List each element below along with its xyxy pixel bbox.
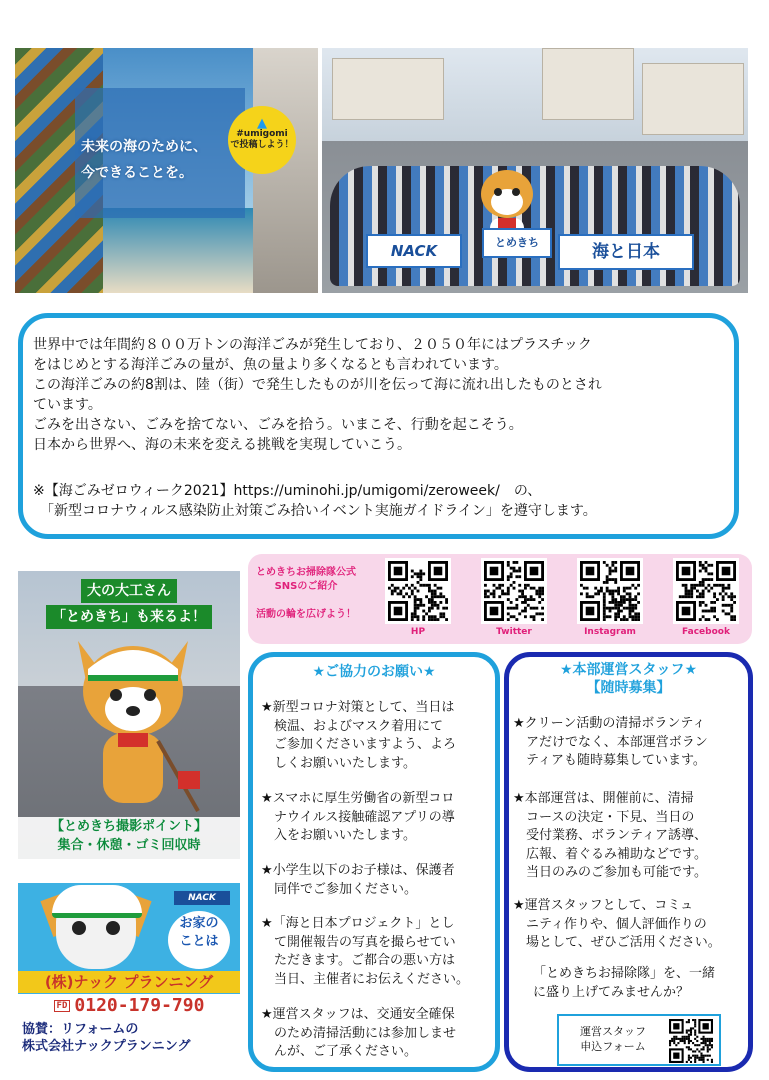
badge-hashtag: #umigomi — [236, 129, 288, 139]
house-image — [332, 58, 444, 120]
qr-code-icon[interactable] — [673, 558, 739, 624]
bubble-line-2: ことは — [179, 934, 219, 949]
request-text: ★スマホに厚生労働省の新型コロ — [261, 791, 455, 806]
request-text: しくお願いいたします。 — [261, 755, 416, 771]
sns-label: Instagram — [584, 627, 636, 637]
staff-closing-line: 「とめきちお掃除隊」を、一緒 — [533, 966, 716, 981]
mascot-heading-line-1: 大の大工さん — [81, 579, 177, 603]
cooperation-request-box — [248, 652, 500, 1072]
speech-bubble — [168, 911, 230, 969]
sponsor-advertisement — [18, 883, 240, 1018]
group-photo — [322, 48, 748, 293]
photo-spot-caption — [18, 817, 240, 859]
request-text: 検温、およびマスク着用にて — [261, 718, 444, 734]
sponsor-line-1: 協賛：リフォームの — [22, 1022, 139, 1037]
staff-text: コースの決定・下見、当日の — [513, 809, 695, 825]
nack-banner: NACK — [366, 234, 462, 268]
nack-logo: NACK — [174, 891, 230, 905]
staff-text: ★運営スタッフとして、コミュ — [513, 898, 694, 913]
house-image — [542, 48, 634, 120]
staff-text: 場として、ぜひご活用ください。 — [513, 935, 721, 950]
request-text: 当日、主催者にお伝えください。 — [261, 971, 470, 987]
request-title: ★ご協力のお願い★ — [312, 664, 436, 680]
mascot-cap — [52, 885, 142, 918]
twitter-hashtag-badge — [228, 106, 296, 174]
company-name: (株)ナック プランニング — [18, 971, 240, 993]
request-text: て開催報告の写真を撮らせてい — [261, 934, 456, 950]
staff-text: ★クリーン活動の清掃ボランティ — [513, 716, 706, 731]
staff-application-form[interactable] — [557, 1014, 721, 1066]
request-text: 入をお願いいたします。 — [261, 828, 416, 843]
request-text: ただきます。ご都合の悪い方は — [261, 953, 455, 968]
guideline-note-line: ※【海ごみゼロウィーク2021】https://uminohi.jp/umigomi/zeroweek/ の、 — [33, 483, 542, 499]
staff-closing-line: に盛り上げてみませんか？ — [533, 984, 690, 1000]
umi-to-nippon-banner: 海と日本 — [558, 234, 694, 270]
twitter-icon: ▲ — [257, 116, 267, 131]
request-text: のため清掃活動には参加しませ — [261, 1025, 457, 1041]
sns-introduction — [248, 554, 752, 644]
staff-text: 広報、着ぐるみ補助などです。 — [513, 846, 707, 862]
staff-text: 当日のみのご参加も可能です。 — [513, 865, 707, 880]
badge-text: で投稿しよう！ — [230, 140, 294, 150]
sns-label: Facebook — [682, 627, 730, 637]
message-box — [18, 313, 739, 539]
qr-code-icon[interactable] — [481, 558, 547, 624]
request-text: ★「海と日本プロジェクト」とし — [261, 916, 455, 931]
sns-intro-line-2: SNSのご紹介 — [274, 581, 338, 592]
request-text: 同伴でご参加ください。 — [261, 881, 418, 897]
staff-text: ★本部運営は、開催前に、清掃 — [513, 791, 694, 806]
banner-title-line-1: 未来の海のために、 — [81, 139, 207, 155]
staff-title-line-1: ★本部運営スタッフ★ — [559, 662, 698, 678]
sns-instagram[interactable] — [574, 558, 646, 637]
tomekichi-mascot-image — [58, 621, 208, 821]
staff-form-label-line: 運営スタッフ — [580, 1025, 646, 1038]
sponsor-credit — [22, 1021, 190, 1055]
request-item — [261, 915, 469, 989]
staff-text: 受付業務、ボランティア誘導、 — [513, 828, 707, 843]
staff-item — [513, 715, 708, 771]
request-text: ★新型コロナ対策として、当日は — [261, 700, 455, 715]
free-dial-icon: FD — [54, 1000, 71, 1012]
request-item — [261, 699, 456, 773]
sns-intro-line-1: とめきちお掃除隊公式 — [256, 567, 356, 578]
qr-code-icon[interactable] — [577, 558, 643, 624]
phone-number-text: 0120-179-790 — [74, 995, 205, 1016]
message-line: 世界中では年間約８００万トンの海洋ごみが発生しており、２０５０年にはプラスチック — [33, 337, 592, 353]
qr-code-icon[interactable] — [385, 558, 451, 624]
sns-twitter[interactable] — [478, 558, 550, 637]
request-item — [261, 1006, 456, 1062]
bubble-line-1: お家の — [179, 916, 219, 931]
sea-image — [103, 208, 253, 293]
photo-spot-title: 【とめきち撮影ポイント】 — [50, 819, 207, 834]
sns-label: HP — [410, 627, 426, 637]
request-text: ナウイルス接触確認アプリの導 — [261, 809, 455, 825]
sns-facebook[interactable] — [670, 558, 742, 637]
guideline-note-line: 「新型コロナウィルス感染防止対策ごみ拾いイベント実施ガイドライン」を遵守します。 — [33, 503, 597, 519]
sponsor-line-2: 株式会社ナックプランニング — [22, 1039, 191, 1054]
banner-title-line-2: 今できることを。 — [81, 165, 193, 181]
staff-title-line-2: 【随時募集】 — [586, 680, 671, 696]
qr-code-icon[interactable] — [669, 1019, 713, 1063]
request-text: ご参加くださいますよう、よろ — [261, 737, 457, 752]
mascot-photo — [18, 571, 240, 859]
message-line: この海洋ごみの約8割は、陸（街）で発生したものが川を伝って海に流れ出したものとされ — [33, 377, 602, 393]
sns-intro-line-3: 活動の輪を広げよう！ — [256, 609, 356, 620]
house-image — [642, 63, 744, 135]
request-text: んが、ご了承ください。 — [261, 1044, 418, 1059]
message-line: をはじめとする海洋ごみの量が、魚の量より多くなるとも言われています。 — [33, 357, 508, 373]
request-item — [261, 862, 455, 899]
mascot-eye — [106, 921, 120, 935]
staff-text: ニティ作りや、個人評価作りの — [513, 916, 707, 932]
umigomi-campaign-banner — [15, 48, 318, 293]
staff-text: ティアも随時募集しています。 — [513, 753, 706, 768]
photo-spot-times: 集合・休憩・ゴミ回収時 — [57, 838, 201, 853]
sns-hp[interactable] — [382, 558, 454, 637]
staff-form-label — [563, 1024, 663, 1054]
tomekichi-banner: とめきち — [482, 228, 552, 258]
request-text: ★小学生以下のお子様は、保護者 — [261, 863, 455, 878]
sns-label: Twitter — [496, 627, 532, 637]
mascot-heading-line-2: 「とめきち」も来るよ！ — [46, 605, 212, 629]
phone-number — [18, 994, 240, 1018]
sns-intro — [254, 566, 358, 622]
staff-item — [513, 790, 707, 883]
message-line: ごみを出さない、ごみを捨てない、ごみを拾う。いまこそ、行動を起こそう。 — [33, 417, 523, 433]
message-line: 日本から世界へ、海の未来を変える挑戦を実現していこう。 — [33, 437, 411, 453]
banner-title — [81, 134, 246, 186]
request-text: ★運営スタッフは、交通安全確保 — [261, 1007, 455, 1022]
staff-closing — [533, 965, 715, 1002]
staff-form-label-line: 申込フォーム — [580, 1040, 646, 1053]
staff-recruitment-box — [504, 652, 753, 1072]
staff-text: アだけでなく、本部運営ボラン — [513, 734, 708, 750]
staff-title — [509, 661, 748, 697]
mascot-eye — [72, 921, 86, 935]
request-item — [261, 790, 455, 846]
message-line: ています。 — [33, 397, 102, 413]
staff-item — [513, 897, 721, 953]
